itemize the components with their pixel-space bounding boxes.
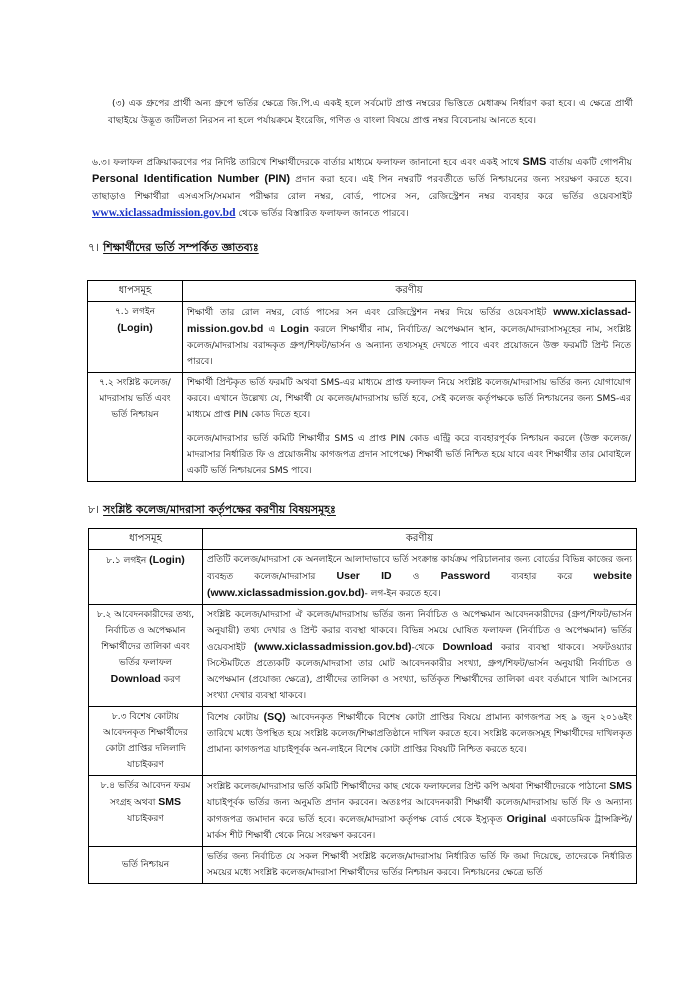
action-text-b: আবেদনকৃত শিক্ষার্থীকে বিশেষ কোটা প্রাপ্তির বিষয়ে প্রামান্য কাগজপত্র সহ ৯ জুন ২০১৬ইং তারিখে মধ্যে উপস্থিত হয়ে সংশ্লিষ্ট কলেজ/শিক্ষাপ্রতিষ্ঠানে দাখিল করতে হবে। সংশ্লিষ্ট কলেজসমূহ শিক্ষার্থীদের দাখিলকৃত প্রামান্য কাগজপত্র যাচাইপূর্বক অন-লাইনে বিশেষ কোটা প্রাপ্তির বিষয়টি নিশ্চিত করতে হবে। [207, 713, 632, 755]
table-row [89, 707, 637, 776]
section-8-number: ৮। [88, 503, 100, 516]
paragraph-3-text: (৩) এক গ্রুপের প্রার্থী অন্য গ্রুপে ভর্তির ক্ষেত্রে জি.পি.এ একই হলে সর্বমোট প্রাপ্ত নম্বরের ভিত্তিতে মেধাক্রম নির্ধারণ করা হবে। এ ক্ষেত্রে প্রার্থী বাছাইয়ে উদ্ভূত জটিলতা নিরসন না হলে পর্যায়ক্রমে ইংরেজি, গণিত ও বাংলা বিষয়ে প্রাপ্ত নম্বর বিবেচনায় আনতে হবে। [108, 98, 633, 126]
column-header-actions: করণীয় [183, 281, 636, 302]
original-text: Original [506, 813, 547, 825]
action-text-a: শিক্ষার্থী প্রিন্টকৃত ভর্তি ফরমটি অথবা SMS-এর মাধ্যমে প্রাপ্ত ফলাফল নিয়ে সংশ্লিষ্ট কলেজ/মাদরাসায় ভর্তির জন্য যোগাযোগ করবে। এখানে উল্লেখ্য যে, শিক্ষার্থী যে কলেজ/মাদরাসায় ভর্তি হবে, সেই কলেজ কর্তৃপক্ষকে ভর্তি নিশ্চায়নের জন্য SMS-এর মাধ্যমে প্রাপ্ত PIN কোড দিতে হবে। [187, 378, 631, 420]
action-text-b: এ [268, 325, 276, 335]
step-label: ৮.২ আবেদনকারীদের তথ্য, নির্বাচিত ও অপেক্ষমান শিক্ষার্থীদের তালিকা এবং ভর্তির ফলাফল [96, 610, 195, 668]
step-cell [88, 373, 183, 482]
action-cell [183, 302, 636, 373]
paragraph-6-3 [92, 154, 632, 222]
action-text-a: ভর্তির জন্য নির্বাচিত যে সকল শিক্ষার্থী সংশ্লিষ্ট কলেজ/মাদরাসায় নির্ধারিত ভর্তি ফি জমা দিয়েছে, তাদেরকে নির্ধারিত সময়ের মধ্যে সংশ্লিষ্ট কলেজ/মাদরাসা শিক্ষার্থীদের ভর্তির নিশ্চায়ন করবে। নিশ্চায়নের ক্ষেত্রে ভর্তি [207, 852, 632, 878]
column-header-steps: ধাপসমূহ [88, 281, 183, 302]
sq-text: (SQ) [263, 711, 286, 723]
step-cell [88, 302, 183, 373]
step-label: ভর্তি নিশ্চায়ন [121, 860, 170, 870]
action-text-c: একাডেমিক ট্রান্সক্রিপ্ট/মার্কস শীট শিক্ষার্থী থেকে নিয়ে সংরক্ষণ করবেন। [207, 815, 632, 841]
step-cell [89, 605, 203, 707]
para-6-3-text-b: বার্তায় একটি গোপনীয় [549, 157, 632, 168]
section-7-heading [88, 240, 259, 256]
website-text: website (www.xiclassadmission.gov.bd) [207, 570, 632, 599]
column-header-actions: করণীয় [203, 529, 637, 550]
sms-text: SMS [609, 780, 632, 792]
para-6-3-text-a: ৬.৩। ফলাফল প্রক্রিয়াকরণের পর নির্দিষ্ট তারিখে শিক্ষার্থীদেরকে বার্তার মাধ্যমে ফলাফল জানানো হবে এবং একই সাথে [92, 157, 520, 168]
action-text-a: সংশ্লিষ্ট কলেজ/মাদরাসা ঐ কলেজ/মাদরাসায় ভর্তির জন্য নির্বাচিত ও অপেক্ষমান আবেদনকারীদের (গ্রুপ/শিফট/ভার্সন অনুযায়ী) তথ্য দেখার ও প্রিন্ট করার ব্যবস্থা থাকবে। বিভিন্ন সময়ে ঘোষিত ফলাফল (নির্বাচিত ও অপেক্ষমান) ভর্তির ওয়েবসাইট [207, 610, 632, 653]
step-label-tail: করণ [163, 675, 181, 685]
section-8-table [88, 528, 637, 884]
website-text: (www.xiclassadmission.gov.bd) [254, 641, 412, 653]
user-id-text: User ID [336, 570, 392, 582]
section-8-heading [88, 502, 336, 518]
action-text-b: ও [412, 572, 420, 582]
step-label: ৭.১ লগইন [114, 307, 156, 317]
table-row [88, 373, 636, 482]
step-label: ৮.৩ বিশেষ কোটায় আবেদনকৃত শিক্ষার্থীদের কোটা প্রাপ্তির দলিলাদি যাচাইকরণ [103, 712, 188, 770]
table-row [89, 847, 637, 884]
step-label: ৮.৪ ভর্তির আবেদন ফরম সংগ্রহ অথবা [100, 781, 191, 808]
website-text: www.xiclassad-mission.gov.bd [187, 306, 631, 335]
action-text-d: - লগ-ইন করতে হবে। [364, 589, 441, 599]
action-text-b: -থেকে [411, 643, 435, 653]
pin-label: Personal Identification Number (PIN) [92, 173, 291, 185]
step-label: ৮.১ লগইন [106, 556, 147, 566]
action-text-a: শিক্ষার্থী তার রোল নম্বর, বোর্ড পাসের সন এবং রেজিস্ট্রেশন নম্বর দিয়ে ভর্তির ওয়েবসাইট [187, 308, 547, 318]
action-cell [203, 847, 637, 884]
action-text-c: করলে শিক্ষার্থীর নাম, নির্বাচিত/ অপেক্ষমান স্থান, কলেজ/মাদরাসাসমূহের নাম, সংশ্লিষ্ট কলেজ/মাদরাসায় বরাদ্দকৃত গ্রুপ/শিফট/ভার্সন ও অন্যান্য তথ্যসমূহ দেখতে পাবে এবং প্রয়োজনে উক্ত ফরমটি প্রিন্ট নিতে পারবে। [187, 325, 631, 367]
column-header-steps: ধাপসমূহ [89, 529, 203, 550]
action-text-c: করার ব্যবস্থা থাকবে। সফটওয়্যার সিস্টেমটিতে প্রত্যেকটি কলেজ/মাদরাসা তার মোট আবেদনকারীর সংখ্যা, গ্রুপ/শিফট/ভার্সন অনুযায়ী নির্বাচিত ও অপেক্ষমান (প্রযোজ্য ক্ষেত্রে), প্রার্থীদের তালিকা ও সংখ্যা, ভর্তিকৃত শিক্ষার্থীদের তালিকা এবং বর্তমানে খালি আসনের সংখ্যা দেখার ব্যবস্থা থাকবে। [207, 643, 632, 701]
table-row [88, 302, 636, 373]
action-text-a: সংশ্লিষ্ট কলেজ/মাদরাসার ভর্তি কমিটি শিক্ষার্থীদের কাছ থেকে ফলাফলের প্রিন্ট কপি অথবা শিক্ষার্থীদেরকে পাঠানো [207, 782, 607, 792]
password-text: Password [440, 570, 491, 582]
step-label-en: (Login) [117, 322, 153, 334]
step-label: ৭.২ সংশ্লিষ্ট কলেজ/মাদরাসায় ভর্তি এবং ভর্তি নিশ্চায়ন [99, 378, 171, 420]
step-label-en: Download [110, 673, 161, 685]
sms-label: SMS [522, 156, 547, 168]
step-cell [89, 847, 203, 884]
section-8-title: সংশ্লিষ্ট কলেজ/মাদরাসা কর্তৃপক্ষের করণীয় বিষয়সমূহঃ [103, 503, 336, 516]
table-row [89, 605, 637, 707]
action-cell [203, 605, 637, 707]
para-6-3-text-d: থেকে ভর্তির বিস্তারিত ফলাফল জানতে পারবে। [238, 208, 409, 219]
step-cell [89, 776, 203, 847]
step-label-en: SMS [158, 796, 182, 808]
section-7-title: শিক্ষার্থীদের ভর্তি সম্পর্কিত জ্ঞাতব্যঃ [103, 241, 259, 254]
action-cell [183, 373, 636, 482]
table-header-row [89, 529, 637, 550]
action-cell [203, 776, 637, 847]
download-text: Download [442, 641, 493, 653]
table-header-row [88, 281, 636, 302]
step-cell [89, 550, 203, 605]
action-text-c: ব্যবহার করে [511, 572, 573, 582]
step-label-tail: যাচাইকরণ [127, 814, 164, 824]
action-cell [203, 707, 637, 776]
para-6-3-text-c: প্রদান করা হবে। এই পিন নম্বরটি পরবর্তীতে ভর্তি নিশ্চায়নের জন্য সংরক্ষণ করতে হবে। তাছাড়াও শিক্ষার্থীরা এসএসসি/সমমান পরীক্ষার রোল নম্বর, বোর্ড, পাসের সন, রেজিস্ট্রেশন নম্বর ব্যবহার করে ভর্তির ওয়েবসাইট [92, 174, 633, 202]
action-text-a: বিশেষ কোটায় [207, 713, 259, 723]
action-text-b: কলেজ/মাদরাসার ভর্তি কমিটি শিক্ষার্থীর SMS এ প্রাপ্ত PIN কোড এন্ট্রি করে ব্যবহারপূর্বক নিশ্চায়ন করলে (উক্ত কলেজ/মাদরাসার নির্ধারিত ফি ও প্রয়োজনীয় কাগজপত্র প্রদান সাপেক্ষে) শিক্ষার্থী ভর্তি নিশ্চিত হয়ে যাবে এবং শিক্ষার্থীর তার মোবাইলে একটি ভর্তি নিশ্চায়নের SMS পাবে। [187, 434, 631, 476]
paragraph-3 [108, 95, 633, 129]
login-text: Login [280, 323, 309, 335]
section-7-table [87, 280, 636, 482]
action-text-a: প্রতিটি কলেজ/মাদরাসা কে অনলাইনে আলাদাভাবে ভর্তি সংক্রান্ত কার্যক্রম পরিচালনার জন্য বোর্ডের বিভিন্ন কাজের জন্য ব্যবহৃত কলেজ/মাদরাসার [207, 555, 632, 582]
table-row [89, 776, 637, 847]
table-row [89, 550, 637, 605]
step-cell [89, 707, 203, 776]
action-text-b: যাচাইপূর্বক ভর্তির জন্য অনুমতি প্রদান করবেন। অতঃপর আবেদনকারী শিক্ষার্থী কলেজ/মাদরাসায় ভর্তি ফি ও অন্যান্য কাগজপত্র জমাদান করে ভর্তি হবে। কলেজ/মাদরাসা কর্তৃপক্ষ বোর্ড থেকে ইস্যুকৃত [207, 798, 632, 825]
action-cell [203, 550, 637, 605]
admission-website-link[interactable]: www.xiclassadmission.gov.bd [92, 207, 236, 219]
step-label-en: (Login) [149, 554, 185, 566]
section-7-number: ৭। [88, 241, 100, 254]
